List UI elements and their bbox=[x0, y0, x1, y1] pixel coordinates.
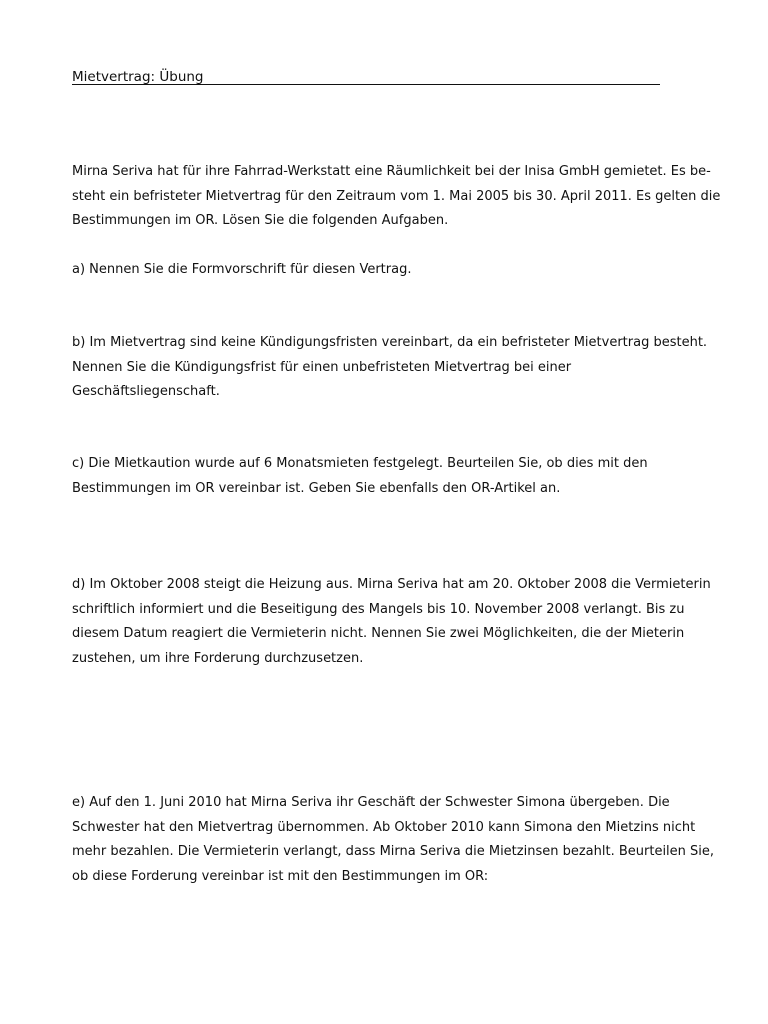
task-c-line: Bestimmungen im OR vereinbar ist. Geben Sie ebenfalls den OR-Artikel an. bbox=[72, 480, 561, 496]
intro-line: Bestimmungen im OR. Lösen Sie die folgenden Aufgaben. bbox=[72, 213, 449, 228]
task-d-line: zustehen, um ihre Forderung durchzusetzen. bbox=[72, 650, 364, 666]
task-b-line: Geschäftsliegenschaft. bbox=[72, 384, 220, 399]
title-underline bbox=[72, 66, 660, 85]
task-e-line: ob diese Forderung vereinbar ist mit den Bestimmungen im OR: bbox=[72, 868, 489, 884]
task-d bbox=[72, 573, 711, 671]
intro-line: Mirna Seriva hat für ihre Fahrrad-Werkstatt eine Räumlichkeit bei der Inisa GmbH gemietet. Es be- bbox=[72, 164, 711, 179]
task-c-line: c) Die Mietkaution wurde auf 6 Monatsmieten festgelegt. Beurteilen Sie, ob dies mit den bbox=[72, 456, 648, 471]
task-e-line: mehr bezahlen. Die Vermieterin verlangt, dass Mirna Seriva die Mietzinsen bezahlt. Beurteilen Sie, bbox=[72, 844, 715, 859]
task-d-line: diesem Datum reagiert die Vermieterin nicht. Nennen Sie zwei Möglichkeiten, die der Mieterin bbox=[72, 626, 685, 641]
task-a-line: a) Nennen Sie die Formvorschrift für diesen Vertrag. bbox=[72, 262, 412, 277]
task-c bbox=[72, 452, 702, 501]
document-title: Mietvertrag: Übung bbox=[72, 69, 204, 85]
task-d-line: d) Im Oktober 2008 steigt die Heizung aus. Mirna Seriva hat am 20. Oktober 2008 die Vermieterin bbox=[72, 577, 711, 592]
task-b-line: b) Im Mietvertrag sind keine Kündigungsfristen vereinbart, da ein befristeter Mietvertrag besteht. bbox=[72, 335, 708, 350]
task-d-line: schriftlich informiert und die Beseitigung des Mangels bis 10. November 2008 verlangt. Bis zu bbox=[72, 601, 685, 617]
task-b bbox=[72, 331, 708, 405]
intro-paragraph bbox=[72, 160, 721, 234]
task-e-line: Schwester hat den Mietvertrag übernommen. Ab Oktober 2010 kann Simona den Mietzins nicht bbox=[72, 819, 696, 835]
intro-line: steht ein befristeter Mietvertrag für den Zeitraum vom 1. Mai 2005 bis 30. April 2011. Es gelten die bbox=[72, 188, 721, 204]
task-b-line: Nennen Sie die Kündigungsfrist für einen unbefristeten Mietvertrag bei einer bbox=[72, 359, 572, 375]
task-e bbox=[72, 791, 715, 889]
task-e-line: e) Auf den 1. Juni 2010 hat Mirna Seriva ihr Geschäft der Schwester Simona übergeben. Die bbox=[72, 795, 670, 810]
task-a bbox=[72, 258, 702, 283]
